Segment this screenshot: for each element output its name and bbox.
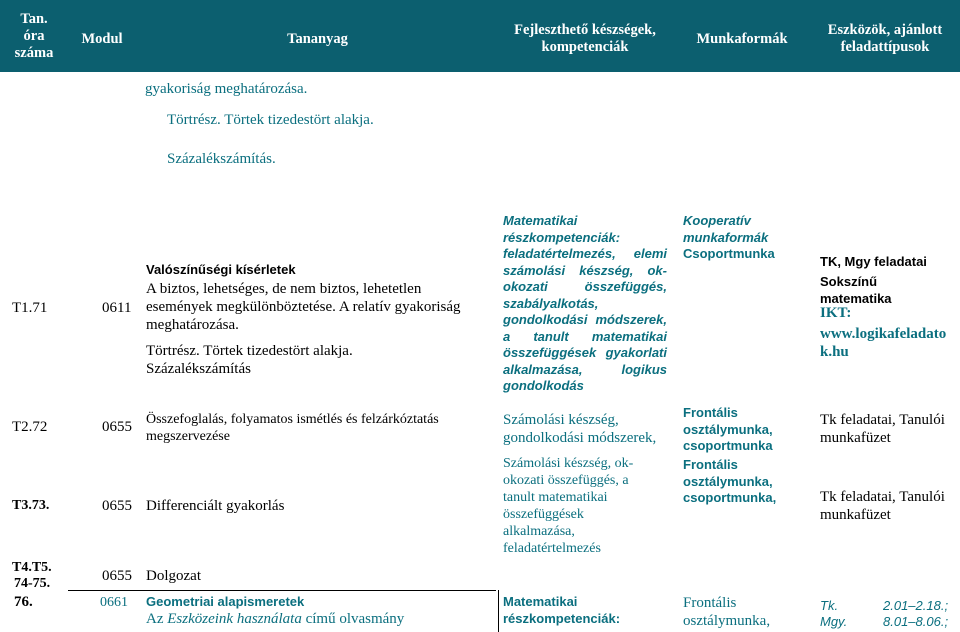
row5-work-forms: Frontális osztálymunka, (683, 595, 771, 629)
row4-module: 0655 (102, 568, 132, 584)
row1-tools-ikt: IKT: (820, 305, 852, 321)
row3-text: Differenciált gyakorlás (146, 498, 285, 514)
row2-text: Összefoglalás, folyamatos ismétlés és felzárkóztatás megszervezése (146, 412, 439, 444)
row1-work-forms-2: Csoportmunka (683, 246, 775, 261)
row2-tools: Tk feladatai, Tanulói munkafüzet (820, 412, 945, 446)
continued-text-3: Százalékszámítás. (167, 151, 276, 167)
row3-lesson-number: T3.73. (12, 498, 50, 513)
row5-lesson-number: 76. (14, 594, 33, 610)
row1-tools-2: Sokszínű matematika (820, 274, 892, 306)
row5-module: 0661 (100, 595, 128, 610)
row1-tools-1: TK, Mgy feladatai (820, 254, 927, 269)
row5-tools-value-2: 8.01–8.06.; (883, 614, 949, 629)
row5-tools-label-2: Mgy. (820, 614, 848, 629)
row5-skills: Matematikai részkompetenciák: (503, 594, 621, 626)
header-work-forms: Munkaformák (696, 31, 788, 47)
row3-work-forms: Frontális osztálymunka, csoportmunka, (683, 457, 777, 505)
row1-text-2: Törtrész. Törtek tizedestört alakja. Százalékszámítás (146, 343, 353, 377)
row2-work-forms: Frontális osztálymunka, csoportmunka (683, 405, 773, 453)
row1-lesson-number: T1.71 (12, 300, 48, 316)
row1-tools-link[interactable]: www.logikafeladatok.hu (820, 326, 947, 360)
row2-skills: Számolási készség, gondolkodási módszerek, (503, 412, 657, 446)
column-separator (498, 590, 499, 632)
row1-skills: Matematikai részkompetenciák: feladatértelmezés, elemi számolási készség, ok-okozati összefüggés, szabályalkotás, gondolkodási módszerek, a tanult matematikai összefüggések gyakorlati alkalmazása, logikus gondolkodás (503, 213, 667, 393)
row1-title: Valószínűségi kísérletek (146, 262, 296, 277)
row5-tools-value-1: 2.01–2.18.; (883, 598, 949, 613)
continued-text-2: Törtrész. Törtek tizedestört alakja. (167, 112, 374, 128)
row2-module: 0655 (102, 419, 132, 435)
row3-tools: Tk feladatai, Tanulói munkafüzet (820, 489, 945, 523)
table-header (0, 0, 960, 72)
row5-title: Geometriai alapismeretek (146, 594, 305, 609)
row5-tools-label-1: Tk. (820, 598, 839, 613)
row-separator (68, 590, 496, 591)
header-tools: Eszközök, ajánlott feladattípusok (827, 22, 943, 55)
row3-skills: Számolási készség, ok-okozati összefüggés, a tanult matematikai összefüggések alkalmazása, feladatértelmezés (503, 456, 634, 556)
row1-text: A biztos, lehetséges, de nem biztos, lehetetlen események megkülönböztetése. A relatív gyakoriság meghatározása. (146, 281, 461, 333)
row4-lesson-number-2: 74-75. (14, 576, 51, 591)
header-module: Modul (81, 31, 123, 47)
row3-module: 0655 (102, 498, 132, 514)
row1-module: 0611 (102, 300, 132, 316)
header-curriculum: Tananyag (287, 31, 348, 47)
row1-work-forms: Kooperatív munkaformák (683, 213, 769, 245)
row2-lesson-number: T2.72 (12, 419, 48, 435)
header-lesson-number: Tan. óra száma (14, 11, 54, 61)
row4-text: Dolgozat (146, 568, 201, 584)
continued-text-1: gyakoriság meghatározása. (145, 81, 308, 97)
row4-lesson-number: T4.T5. (12, 560, 52, 575)
row5-text: Az Eszközeink használata című olvasmány (146, 611, 405, 627)
header-skills: Fejleszthető készségek, kompetenciák (514, 22, 656, 55)
